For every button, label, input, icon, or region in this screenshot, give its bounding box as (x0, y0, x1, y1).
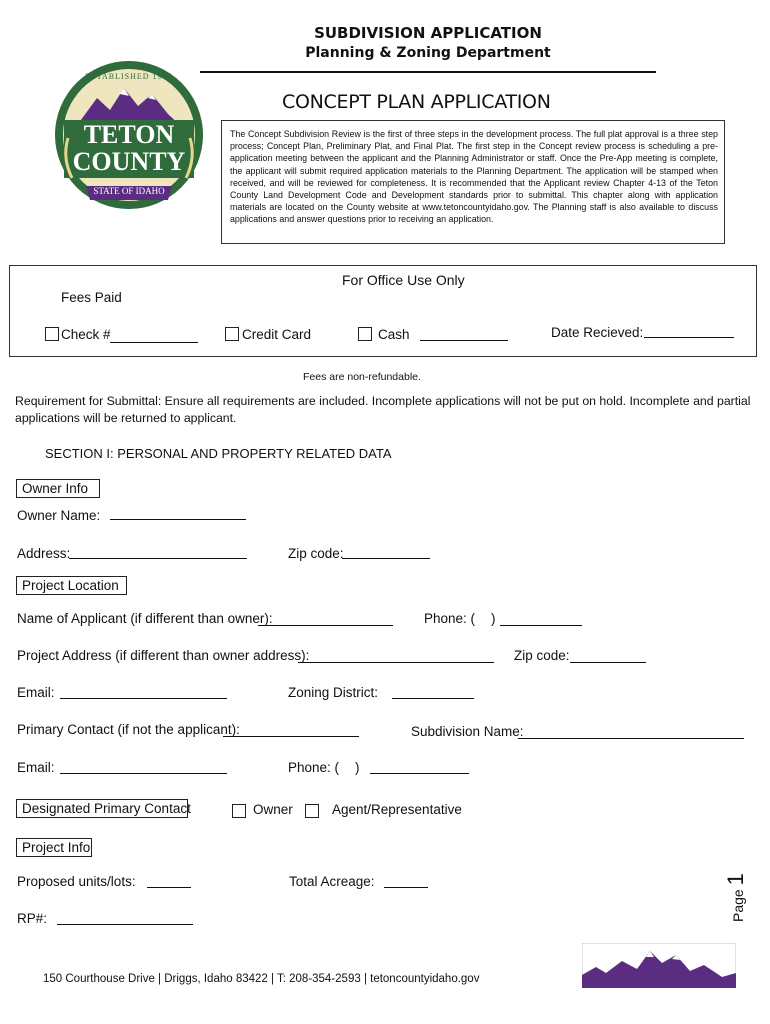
date-received-label: Date Recieved: (551, 325, 644, 340)
mountain-icon (582, 943, 736, 988)
email-field[interactable] (60, 698, 227, 699)
credit-card-label: Credit Card (242, 327, 312, 342)
logo-established-text: ESTABLISHED 1915 (85, 72, 173, 81)
phone2-field[interactable] (370, 773, 469, 774)
owner-name-field[interactable] (110, 519, 246, 520)
project-address-label: Project Address (if different than owner address): (17, 648, 310, 663)
primary-contact-field[interactable] (223, 736, 359, 737)
zip-code-field[interactable] (342, 558, 430, 559)
teton-county-logo (52, 58, 206, 212)
credit-card-checkbox[interactable] (225, 327, 239, 341)
check-label: Check # (61, 327, 111, 342)
total-acreage-label: Total Acreage: (289, 874, 375, 889)
rp-number-field[interactable] (57, 924, 193, 925)
owner-name-label: Owner Name: (17, 508, 101, 523)
page-indicator (723, 862, 747, 922)
intro-text-box (221, 120, 725, 244)
header-rule (200, 71, 656, 73)
cash-label: Cash (378, 327, 410, 342)
check-checkbox[interactable] (45, 327, 59, 341)
phone2-open-label: Phone: ( (288, 760, 340, 775)
submittal-requirement: Requirement for Submittal: Ensure all requirements are included. Incomplete applications will not be put on hold. Incomplete and partial applications will be returned to applicant. (15, 394, 751, 425)
phone-open-label: Phone: ( (424, 611, 476, 626)
office-use-title: For Office Use Only (342, 272, 465, 288)
date-received-field[interactable] (644, 337, 734, 338)
project-info-heading: Project Info (16, 838, 92, 857)
cash-checkbox[interactable] (358, 327, 372, 341)
project-address-field[interactable] (298, 662, 494, 663)
cash-amount-field[interactable] (420, 340, 508, 341)
email2-label: Email: (17, 760, 55, 775)
non-refundable-note: Fees are non-refundable. (303, 371, 421, 383)
section1-title: SECTION I: PERSONAL AND PROPERTY RELATED DATA (45, 446, 392, 461)
owner-checkbox[interactable] (232, 804, 246, 818)
applicant-name-field[interactable] (258, 625, 393, 626)
address-field[interactable] (69, 558, 247, 559)
logo-county-line2: COUNTY (72, 147, 186, 176)
form-title: CONCEPT PLAN APPLICATION (282, 91, 551, 113)
page-number: 1 (723, 873, 748, 886)
owner-option-label: Owner (253, 802, 293, 817)
email2-field[interactable] (60, 773, 227, 774)
footer-mountain-logo (582, 943, 736, 988)
email-label: Email: (17, 685, 55, 700)
owner-info-heading: Owner Info (16, 479, 100, 498)
form-header-department: Planning & Zoning Department (305, 45, 551, 61)
project-location-heading: Project Location (16, 576, 127, 595)
zoning-district-field[interactable] (392, 698, 474, 699)
form-header-title: SUBDIVISION APPLICATION (314, 24, 542, 42)
subdivision-name-field[interactable] (518, 738, 744, 739)
applicant-name-label: Name of Applicant (if different than owner): (17, 611, 273, 626)
address-label: Address: (17, 546, 71, 561)
designated-primary-contact-heading: Designated Primary Contact (16, 799, 188, 818)
intro-text: The Concept Subdivision Review is the first of three steps in the development process. The full plat approval is a three step process; Concept Plan, Preliminary Plat, and Final Plat. The first step in the Concept review process is scheduling a pre-application meeting between the applicant and the Planning Administrator or staff. Once the Pre-App meeting is complete, the applicant will submit required application materials to the Planning Department. The application will be stamped when received, and will be reviewed for completeness. It is recommended that the Applicant review Chapter 4-13 of the Teton County Land Development Code and Development standards prior to submittal. This chapter along with application materials are located on the County website at www.tetoncountyidaho.gov. The Planning staff is also available to discuss applications and answer questions prior to receiving an application. (230, 129, 718, 225)
total-acreage-field[interactable] (384, 887, 428, 888)
rp-number-label: RP#: (17, 911, 48, 926)
phone-close-label: ) (491, 611, 496, 626)
zip-code-label: Zip code: (288, 546, 344, 561)
agent-option-label: Agent/Representative (332, 802, 462, 817)
applicant-phone-field[interactable] (500, 625, 582, 626)
primary-contact-label: Primary Contact (if not the applicant): (17, 722, 240, 737)
agent-checkbox[interactable] (305, 804, 319, 818)
check-number-field[interactable] (110, 342, 198, 343)
phone2-close-label: ) (355, 760, 360, 775)
project-zip-field[interactable] (570, 662, 646, 663)
subdivision-name-label: Subdivision Name: (411, 724, 524, 739)
page-label: Page (730, 889, 746, 922)
footer-address: 150 Courthouse Drive | Driggs, Idaho 83422 | T: 208-354-2593 | tetoncountyidaho.gov (43, 973, 480, 985)
proposed-units-field[interactable] (147, 887, 191, 888)
logo-county-line1: TETON (83, 120, 175, 149)
logo-state-text: STATE OF IDAHO (93, 186, 165, 196)
project-zip-label: Zip code: (514, 648, 570, 663)
proposed-units-label: Proposed units/lots: (17, 874, 136, 889)
fees-paid-label: Fees Paid (61, 290, 122, 305)
zoning-district-label: Zoning District: (288, 685, 379, 700)
